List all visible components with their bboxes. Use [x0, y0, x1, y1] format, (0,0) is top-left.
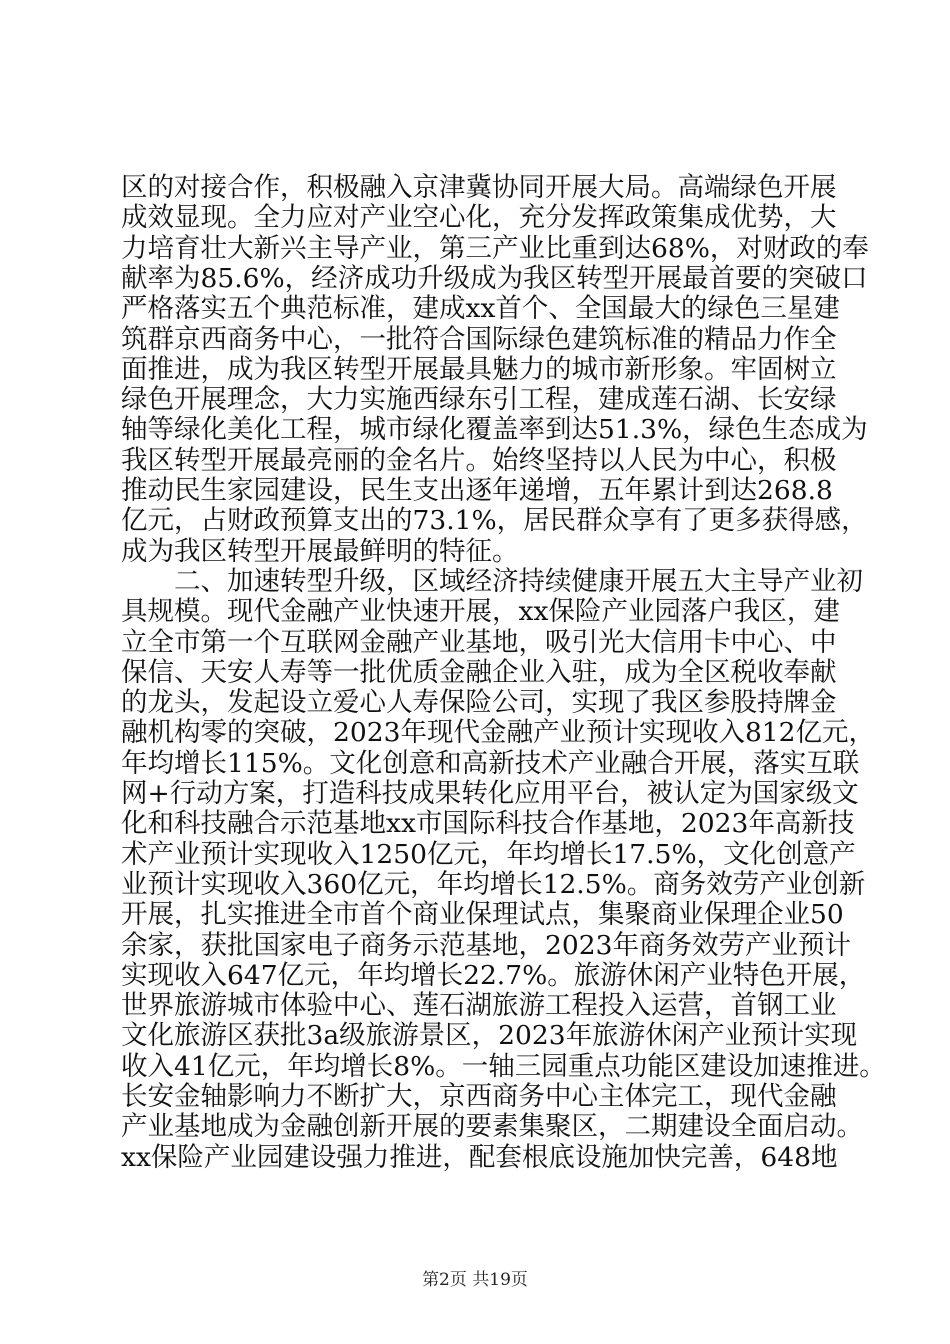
- text-line: xx保险产业园建设强力推进，配套根底设施加快完善，648地: [121, 1141, 838, 1173]
- text-line: 我区转型开展最亮丽的金名片。始终坚持以人民为中心，积极: [121, 444, 837, 476]
- text-line: 筑群京西商务中心，一批符合国际绿色建筑标准的精品力作全: [121, 323, 837, 355]
- text-line: 余家，获批国家电子商务示范基地，2023年商务效劳产业预计: [121, 929, 851, 961]
- text-line: 收入41亿元，年均增长8%。一轴三园重点功能区建设加速推进。: [121, 1050, 886, 1082]
- text-line: 具规模。现代金融产业快速开展，xx保险产业园落户我区，建: [121, 596, 840, 628]
- text-line: 文化旅游区获批3a级旅游景区，2023年旅游休闲产业预计实现: [121, 1020, 858, 1052]
- text-line: 区的对接合作，积极融入京津冀协同开展大局。高端绿色开展: [121, 172, 837, 203]
- text-line: 年均增长115%。文化创意和高新技术产业融合开展，落实互联: [121, 747, 860, 779]
- text-line: 开展，扎实推进全市首个商业保理试点，集聚商业保理企业50: [121, 899, 844, 931]
- text-line: 保信、天安人寿等一批优质金融企业入驻，成为全区税收奉献: [121, 656, 837, 688]
- text-line: 亿元，占财政预算支出的73.1%，居民群众享有了更多获得感，: [121, 505, 868, 537]
- text-line: 力培育壮大新兴主导产业，第三产业比重到达68%，对财政的奉: [121, 232, 869, 264]
- text-line: 绿色开展理念，大力实施西绿东引工程，建成莲石湖、长安绿: [121, 384, 837, 416]
- text-line: 网+行动方案，打造科技成果转化应用平台，被认定为国家级文: [121, 778, 859, 809]
- text-line: 实现收入647亿元，年均增长22.7%。旅游休闲产业特色开展，: [121, 959, 866, 991]
- text-line: 推动民生家园建设，民生支出逐年递增，五年累计到达268.8: [121, 475, 833, 506]
- text-line: 献率为85.6%，经济成功升级成为我区转型开展最首要的突破口: [121, 262, 868, 294]
- text-line: 业预计实现收入360亿元，年均增长12.5%。商务效劳产业创新: [121, 868, 866, 900]
- text-line: 成效显现。全力应对产业空心化，充分发挥政策集成优势，大: [121, 202, 837, 234]
- text-line: 成为我区转型开展最鲜明的特征。: [121, 535, 519, 567]
- text-line: 化和科技融合示范基地xx市国际科技合作基地，2023年高新技: [121, 808, 855, 840]
- text-line: 严格落实五个典范标准，建成xx首个、全国最大的绿色三星建: [121, 293, 840, 325]
- text-line: 术产业预计实现收入1250亿元，年均增长17.5%，文化创意产: [121, 838, 856, 870]
- page-number-footer: 第2页 共19页: [422, 1270, 528, 1290]
- text-line: 融机构零的突破，2023年现代金融产业预计实现收入812亿元，: [121, 717, 876, 749]
- text-line: 长安金轴影响力不断扩大，京西商务中心主体完工，现代金融: [121, 1081, 837, 1112]
- text-line: 立全市第一个互联网金融产业基地，吸引光大信用卡中心、中: [121, 626, 837, 658]
- text-line: 面推进，成为我区转型开展最具魅力的城市新形象。牢固树立: [121, 353, 837, 385]
- text-line: 产业基地成为金融创新开展的要素集聚区，二期建设全面启动。: [121, 1111, 863, 1143]
- text-line: 世界旅游城市体验中心、莲石湖旅游工程投入运营，首钢工业: [121, 990, 837, 1022]
- text-line: 的龙头，发起设立爱心人寿保险公司，实现了我区参股持牌金: [121, 687, 837, 719]
- section-heading-line: 二、加速转型升级，区域经济持续健康开展五大主导产业初: [174, 565, 863, 597]
- text-line: 轴等绿化美化工程，城市绿化覆盖率到达51.3%，绿色生态成为: [121, 414, 868, 446]
